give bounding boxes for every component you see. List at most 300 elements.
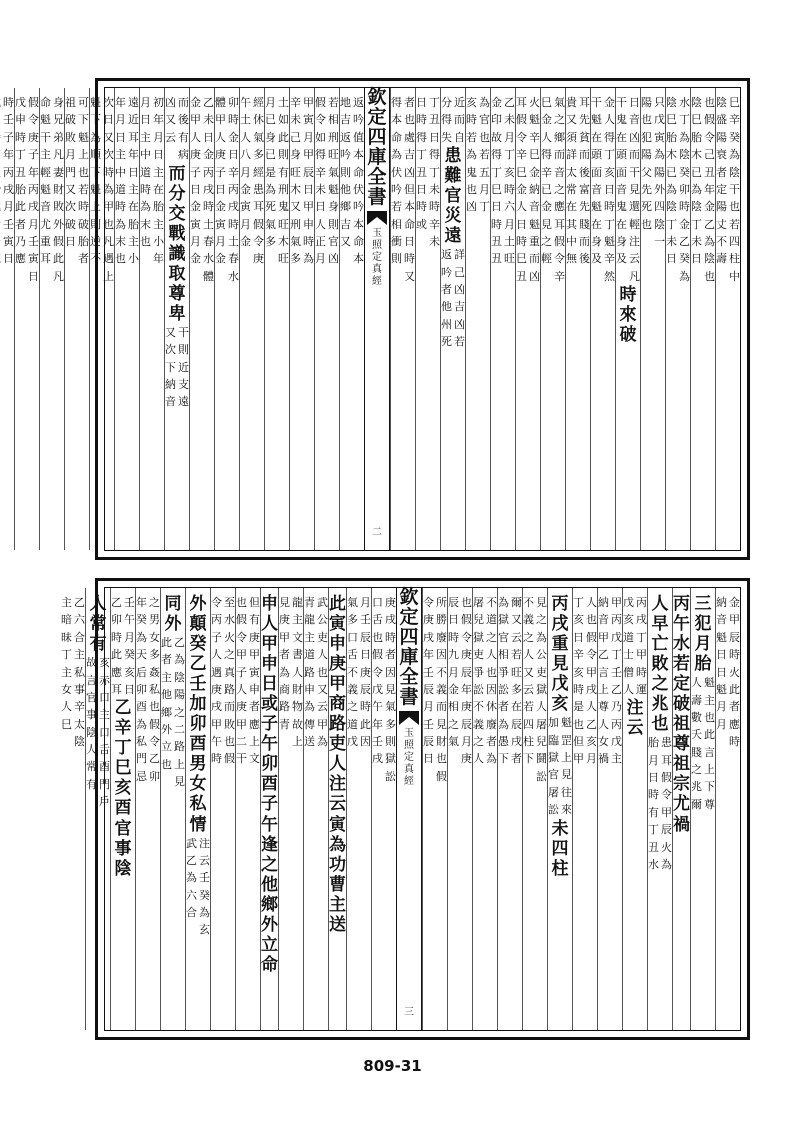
note-char: 凶 — [165, 96, 176, 109]
main-char: 胎 — [694, 654, 712, 675]
note-char: 主 — [128, 235, 139, 248]
note-char: 伏 — [353, 182, 364, 196]
note-char: 耳 — [40, 252, 51, 266]
note-char: 次 — [65, 200, 76, 214]
note-char: 日 — [629, 96, 640, 109]
note-char: 日 — [315, 200, 326, 214]
main-char: 有 — [89, 634, 107, 655]
note-subcolumn-right — [360, 594, 371, 750]
note-subcolumn-left — [648, 734, 659, 873]
commentary-note — [516, 94, 540, 285]
note-char: 金 — [516, 182, 527, 196]
note-char: 私 — [149, 682, 160, 696]
note-char: 禍 — [598, 752, 609, 766]
note-char: 辛 — [315, 165, 326, 179]
note-char: 魁 — [90, 96, 101, 109]
note-char: 獄 — [536, 682, 547, 696]
main-char: 官 — [444, 186, 462, 207]
note-char: 人 — [536, 700, 547, 714]
note-char: 衰 — [716, 148, 727, 162]
note-char: 四 — [729, 235, 740, 248]
note-subcolumn-right — [504, 94, 515, 268]
note-char: 末 — [115, 235, 126, 248]
note-char: 此 — [278, 130, 289, 144]
main-char: 難 — [444, 166, 462, 187]
note-subcolumn-left — [423, 594, 434, 785]
note-char: 天 — [136, 648, 147, 662]
note-char: 甲 — [236, 717, 247, 731]
note-char: 太 — [74, 717, 85, 731]
note-subcolumn-right — [454, 94, 465, 146]
note-char: 壬 — [199, 871, 210, 885]
note-subcolumn-left — [566, 94, 577, 268]
note-char: 若 — [78, 182, 89, 196]
note-char: 鄉 — [554, 130, 565, 144]
note-char: 真 — [224, 665, 235, 679]
note-char: 金 — [729, 596, 740, 609]
main-char: 亥 — [551, 694, 569, 715]
note-char: 小 — [153, 235, 164, 248]
main-char: 命 — [261, 954, 278, 975]
note-char: 金 — [203, 148, 214, 162]
note-char: 月 — [303, 130, 314, 144]
note-char: 乙 — [111, 596, 122, 609]
note-char: 也 — [704, 710, 715, 724]
note-char: 假 — [554, 235, 565, 248]
note-char: 訟 — [498, 682, 509, 696]
note-char: 而 — [454, 113, 465, 127]
note-char: 獄 — [548, 751, 559, 765]
note-subcolumn-right — [199, 835, 210, 939]
note-char: 初 — [153, 96, 164, 109]
note-subcolumn-left — [448, 594, 459, 768]
note-char: 申 — [249, 682, 260, 696]
note-char: 月 — [115, 113, 126, 127]
note-char: 魁 — [40, 182, 51, 196]
commentary-note — [215, 94, 239, 285]
note-char: 若 — [391, 200, 402, 214]
banner-title-char: 欽 — [399, 586, 419, 608]
commentary-note — [523, 594, 547, 785]
note-char: 而 — [436, 700, 447, 714]
banner-title-char: 定 — [367, 105, 387, 128]
note-subcolumn-left — [15, 94, 26, 285]
page-number: 809-31 — [363, 1057, 422, 1075]
note-char: 魁 — [591, 113, 602, 127]
note-char: 也 — [573, 717, 584, 731]
main-char: 尊 — [168, 283, 186, 304]
commentary-note — [40, 94, 64, 285]
note-char: 時 — [604, 200, 615, 214]
note-char: 得 — [441, 113, 452, 127]
note-subcolumn-right — [654, 94, 665, 250]
note-char: 丁 — [61, 648, 72, 662]
note-char: 令 — [461, 630, 472, 644]
note-char: 官 — [86, 690, 97, 704]
note-char: 者 — [404, 96, 415, 109]
note-subcolumn-left — [140, 94, 151, 268]
note-char: 二 — [174, 722, 185, 736]
note-char: 事 — [74, 682, 85, 696]
main-char: 云 — [626, 718, 644, 739]
note-char: 身 — [591, 235, 602, 248]
banner-subtitle — [372, 228, 382, 288]
note-char: 戊 — [15, 96, 26, 109]
note-char: 水 — [679, 96, 690, 109]
note-char: 寅 — [3, 235, 14, 248]
note-char: 道 — [486, 613, 497, 627]
note-char: 癸 — [136, 613, 147, 627]
note-char: 午 — [124, 613, 135, 627]
note-char: 納 — [165, 378, 176, 391]
note-char: 若 — [466, 130, 477, 144]
note-char: 若 — [511, 648, 522, 662]
note-char: 申 — [304, 682, 315, 696]
note-char: 男 — [149, 613, 160, 627]
note-char: 人 — [315, 217, 326, 231]
note-char: 時 — [648, 788, 659, 802]
note-char: 金 — [491, 96, 502, 109]
main-char: 犯 — [694, 614, 712, 635]
commentary-note — [190, 94, 214, 285]
note-char: 下 — [78, 113, 89, 127]
note-subcolumn-right — [729, 94, 740, 285]
note-subcolumn-right — [511, 594, 522, 768]
note-char: 次 — [103, 96, 114, 109]
note-char: 為 — [704, 235, 715, 248]
main-char: 分 — [168, 183, 186, 204]
note-char: 者 — [441, 283, 452, 297]
note-char: 破 — [78, 217, 89, 231]
note-char: 舌 — [372, 613, 383, 627]
note-char: 他 — [340, 182, 351, 196]
note-char: 凡 — [103, 235, 114, 248]
banner-subtitle-char: 真 — [372, 263, 382, 275]
commentary-note — [448, 594, 472, 768]
commentary-note — [86, 654, 110, 810]
note-char: 妻 — [53, 165, 64, 179]
note-char: 日 — [416, 96, 427, 109]
note-subcolumn-left — [165, 324, 176, 411]
main-char: 辛 — [114, 718, 132, 739]
note-char: 未 — [203, 113, 214, 127]
note-char: 本 — [353, 252, 364, 266]
note-char: 路 — [279, 700, 290, 714]
note-char: 時 — [466, 113, 477, 127]
note-char: 丈 — [716, 217, 727, 231]
note-char: 人 — [691, 676, 702, 690]
note-char: 丁 — [604, 148, 615, 162]
text-column — [522, 588, 547, 1030]
note-char: 辰 — [661, 823, 672, 837]
note-char: 者 — [78, 252, 89, 266]
note-subcolumn-right — [178, 94, 189, 164]
note-subcolumn-right — [679, 94, 690, 285]
note-char: 應 — [15, 252, 26, 266]
note-char: 返 — [353, 96, 364, 109]
main-char: 時 — [619, 285, 637, 306]
note-char: 金 — [190, 252, 201, 266]
note-char: 有 — [178, 130, 189, 144]
text-column — [371, 588, 396, 1030]
note-char: 庚 — [461, 752, 472, 766]
note-char: 順 — [90, 148, 101, 162]
note-char: 相 — [498, 648, 509, 662]
note-char: 門 — [99, 777, 110, 791]
note-char: 日 — [303, 182, 314, 196]
note-char: 魁 — [40, 113, 51, 127]
note-char: 辰 — [461, 717, 472, 731]
text-column — [160, 588, 185, 1030]
note-subcolumn-right — [78, 94, 89, 268]
note-char: 時 — [303, 235, 314, 248]
main-char: 私 — [189, 794, 207, 815]
note-char: 面 — [591, 165, 602, 179]
note-char: 假 — [436, 769, 447, 783]
note-char: 丑 — [704, 165, 715, 179]
note-char: 凡 — [53, 148, 64, 162]
note-char: 見 — [279, 596, 290, 609]
note-char: 上 — [561, 751, 572, 765]
note-char: 為 — [486, 752, 497, 766]
note-char: 丁 — [429, 165, 440, 179]
note-char: 令 — [586, 648, 597, 662]
note-char: 凡 — [629, 269, 640, 283]
note-char: 得 — [315, 148, 326, 162]
note-char: 應 — [249, 717, 260, 731]
note-char: 也 — [486, 665, 497, 679]
main-char: 子 — [261, 794, 278, 815]
note-char: 時 — [78, 200, 89, 214]
note-char: 丁 — [479, 200, 490, 214]
note-char: 立 — [161, 740, 172, 754]
note-char: 魁 — [591, 200, 602, 214]
main-char: 月 — [694, 634, 712, 655]
commentary-note — [616, 94, 640, 285]
note-char: 舌 — [347, 648, 358, 662]
note-char: 丁 — [679, 113, 690, 127]
note-char: 假 — [28, 96, 39, 109]
note-char: 戌 — [211, 700, 222, 714]
banner-subtitle-char: 經 — [404, 775, 414, 787]
note-char: 凶 — [404, 165, 415, 179]
note-subcolumn-right — [174, 634, 185, 790]
note-char: 假 — [461, 613, 472, 627]
note-char: 加 — [548, 716, 559, 730]
note-char: 庚 — [236, 700, 247, 714]
note-char: 月 — [265, 96, 276, 109]
main-char: 云 — [329, 794, 346, 815]
note-char: 訟 — [473, 682, 484, 696]
note-char: 人 — [240, 130, 251, 144]
note-char: 丑 — [429, 113, 440, 127]
note-char: 日 — [65, 235, 76, 248]
note-char: 巳 — [666, 113, 677, 127]
main-char: 癸 — [189, 634, 207, 655]
note-char: 義 — [436, 682, 447, 696]
note-char: 寅 — [28, 252, 39, 266]
note-char: 陰 — [666, 96, 677, 109]
note-char: 四 — [654, 200, 665, 214]
note-char: 貴 — [566, 96, 577, 109]
note-char: 外 — [161, 722, 172, 736]
note-char: 身 — [328, 200, 339, 214]
note-char: 重 — [529, 235, 540, 248]
note-char: 近 — [454, 96, 465, 109]
note-char: 書 — [292, 648, 303, 662]
note-char: 辰 — [360, 682, 371, 696]
note-subcolumn-right — [454, 246, 465, 350]
note-char: 則 — [278, 148, 289, 162]
note-char: 八 — [240, 148, 251, 162]
note-char: 云 — [199, 853, 210, 867]
note-char: 甲 — [317, 717, 328, 731]
note-char: 吟 — [353, 113, 364, 127]
note-char: 之 — [149, 596, 160, 609]
note-char: 時 — [360, 700, 371, 714]
note-char: 患 — [253, 182, 264, 196]
text-column — [465, 88, 490, 550]
main-char: 立 — [261, 934, 278, 955]
note-char: 魁 — [604, 235, 615, 248]
note-char: 音 — [598, 613, 609, 627]
note-char: 之 — [224, 648, 235, 662]
note-char: 辰 — [511, 717, 522, 731]
note-char: 也 — [317, 665, 328, 679]
note-char: 獄 — [498, 613, 509, 627]
main-char: 交 — [168, 203, 186, 224]
note-char: 常 — [566, 182, 577, 196]
note-char: 尊 — [704, 797, 715, 811]
note-char: 金 — [240, 182, 251, 196]
note-subcolumn-left — [523, 594, 534, 785]
note-char: 財 — [436, 735, 447, 748]
note-char: 日 — [28, 269, 39, 283]
note-char: 尤 — [40, 217, 51, 231]
main-char: 卑 — [168, 303, 186, 324]
note-char: 但 — [573, 735, 584, 748]
note-char: 假 — [372, 648, 383, 662]
note-char: 也 — [641, 217, 652, 231]
note-char: 或 — [416, 217, 427, 231]
note-char: 令 — [554, 252, 565, 266]
note-char: 癸 — [199, 888, 210, 902]
note-char: 也 — [224, 735, 235, 748]
note-char: 金 — [190, 200, 201, 214]
note-char: 旺 — [278, 217, 289, 231]
note-char: 兒 — [473, 613, 484, 627]
note-char: 癸 — [729, 130, 740, 144]
note-char: 時 — [416, 113, 427, 127]
main-char: 鄉 — [261, 894, 278, 915]
main-char: 亥 — [114, 778, 132, 799]
note-char: 金 — [190, 96, 201, 109]
note-subcolumn-right — [536, 594, 547, 785]
note-char: 不 — [473, 700, 484, 714]
banner-folio-number: 三 — [404, 1007, 414, 1018]
note-subcolumn-left — [61, 594, 72, 750]
note-subcolumn-right — [704, 94, 715, 285]
note-char: 陰 — [729, 165, 740, 179]
note-char: 如 — [278, 113, 289, 127]
note-char: 音 — [616, 182, 627, 196]
main-char: 日 — [261, 674, 278, 695]
note-char: 丁 — [648, 823, 659, 837]
note-char: 商 — [279, 682, 290, 696]
note-subcolumn-left — [290, 94, 301, 268]
note-char: 本 — [353, 148, 364, 162]
note-subcolumn-left — [211, 594, 222, 768]
note-char: 時 — [115, 200, 126, 214]
note-char: 時 — [228, 217, 239, 231]
note-char: 胎 — [648, 736, 659, 750]
note-char: 日 — [716, 665, 727, 679]
note-char: 陰 — [679, 148, 690, 162]
note-char: 一 — [654, 235, 665, 248]
note-char: 戌 — [372, 752, 383, 766]
note-char: 下 — [523, 752, 534, 766]
main-char: 患 — [444, 146, 462, 167]
main-char: 或 — [261, 694, 278, 715]
note-subcolumn-right — [704, 674, 715, 813]
note-char: 乙 — [586, 717, 597, 731]
main-char: 丙 — [551, 594, 569, 614]
main-char: 酉 — [261, 774, 278, 795]
note-char: 人 — [586, 700, 597, 714]
note-char: 月 — [360, 596, 371, 609]
note-char: 上 — [598, 682, 609, 696]
note-char: 在 — [128, 200, 139, 214]
commentary-note — [566, 94, 590, 268]
note-char: 月 — [65, 148, 76, 162]
note-char: 為 — [136, 630, 147, 644]
note-char: 為 — [666, 182, 677, 196]
main-char: 路 — [329, 714, 346, 735]
note-char: 甲 — [236, 648, 247, 662]
note-char: 為 — [265, 182, 276, 196]
note-char: 在 — [566, 200, 577, 214]
note-subcolumn-left — [265, 94, 276, 268]
note-char: 數 — [691, 710, 702, 724]
note-subcolumn-right — [385, 594, 396, 785]
note-char: 故 — [86, 656, 97, 670]
note-char: 先 — [579, 113, 590, 127]
note-char: 乙 — [203, 96, 214, 109]
note-char: 辛 — [228, 165, 239, 179]
note-char: 中 — [566, 235, 577, 248]
note-char: 甲 — [636, 648, 647, 662]
note-subcolumn-left — [573, 594, 584, 768]
note-char: 者 — [511, 752, 522, 766]
note-char: 又 — [290, 200, 301, 214]
note-char: 也 — [641, 113, 652, 127]
main-text — [673, 754, 690, 834]
note-char: 月 — [448, 665, 459, 679]
note-char: 也 — [140, 235, 151, 248]
note-char: 也 — [729, 200, 740, 214]
note-char: 時 — [15, 130, 26, 144]
note-char: 頭 — [591, 148, 602, 162]
note-char: 僧 — [623, 665, 634, 679]
note-char: 月 — [648, 753, 659, 767]
note-char: 人 — [598, 717, 609, 731]
note-char: 則 — [391, 252, 402, 266]
note-char: 巳 — [541, 96, 552, 109]
note-char: 月 — [504, 130, 515, 144]
note-char: 氣 — [328, 165, 339, 179]
note-char: 月 — [3, 200, 14, 214]
note-char: 假 — [224, 752, 235, 766]
